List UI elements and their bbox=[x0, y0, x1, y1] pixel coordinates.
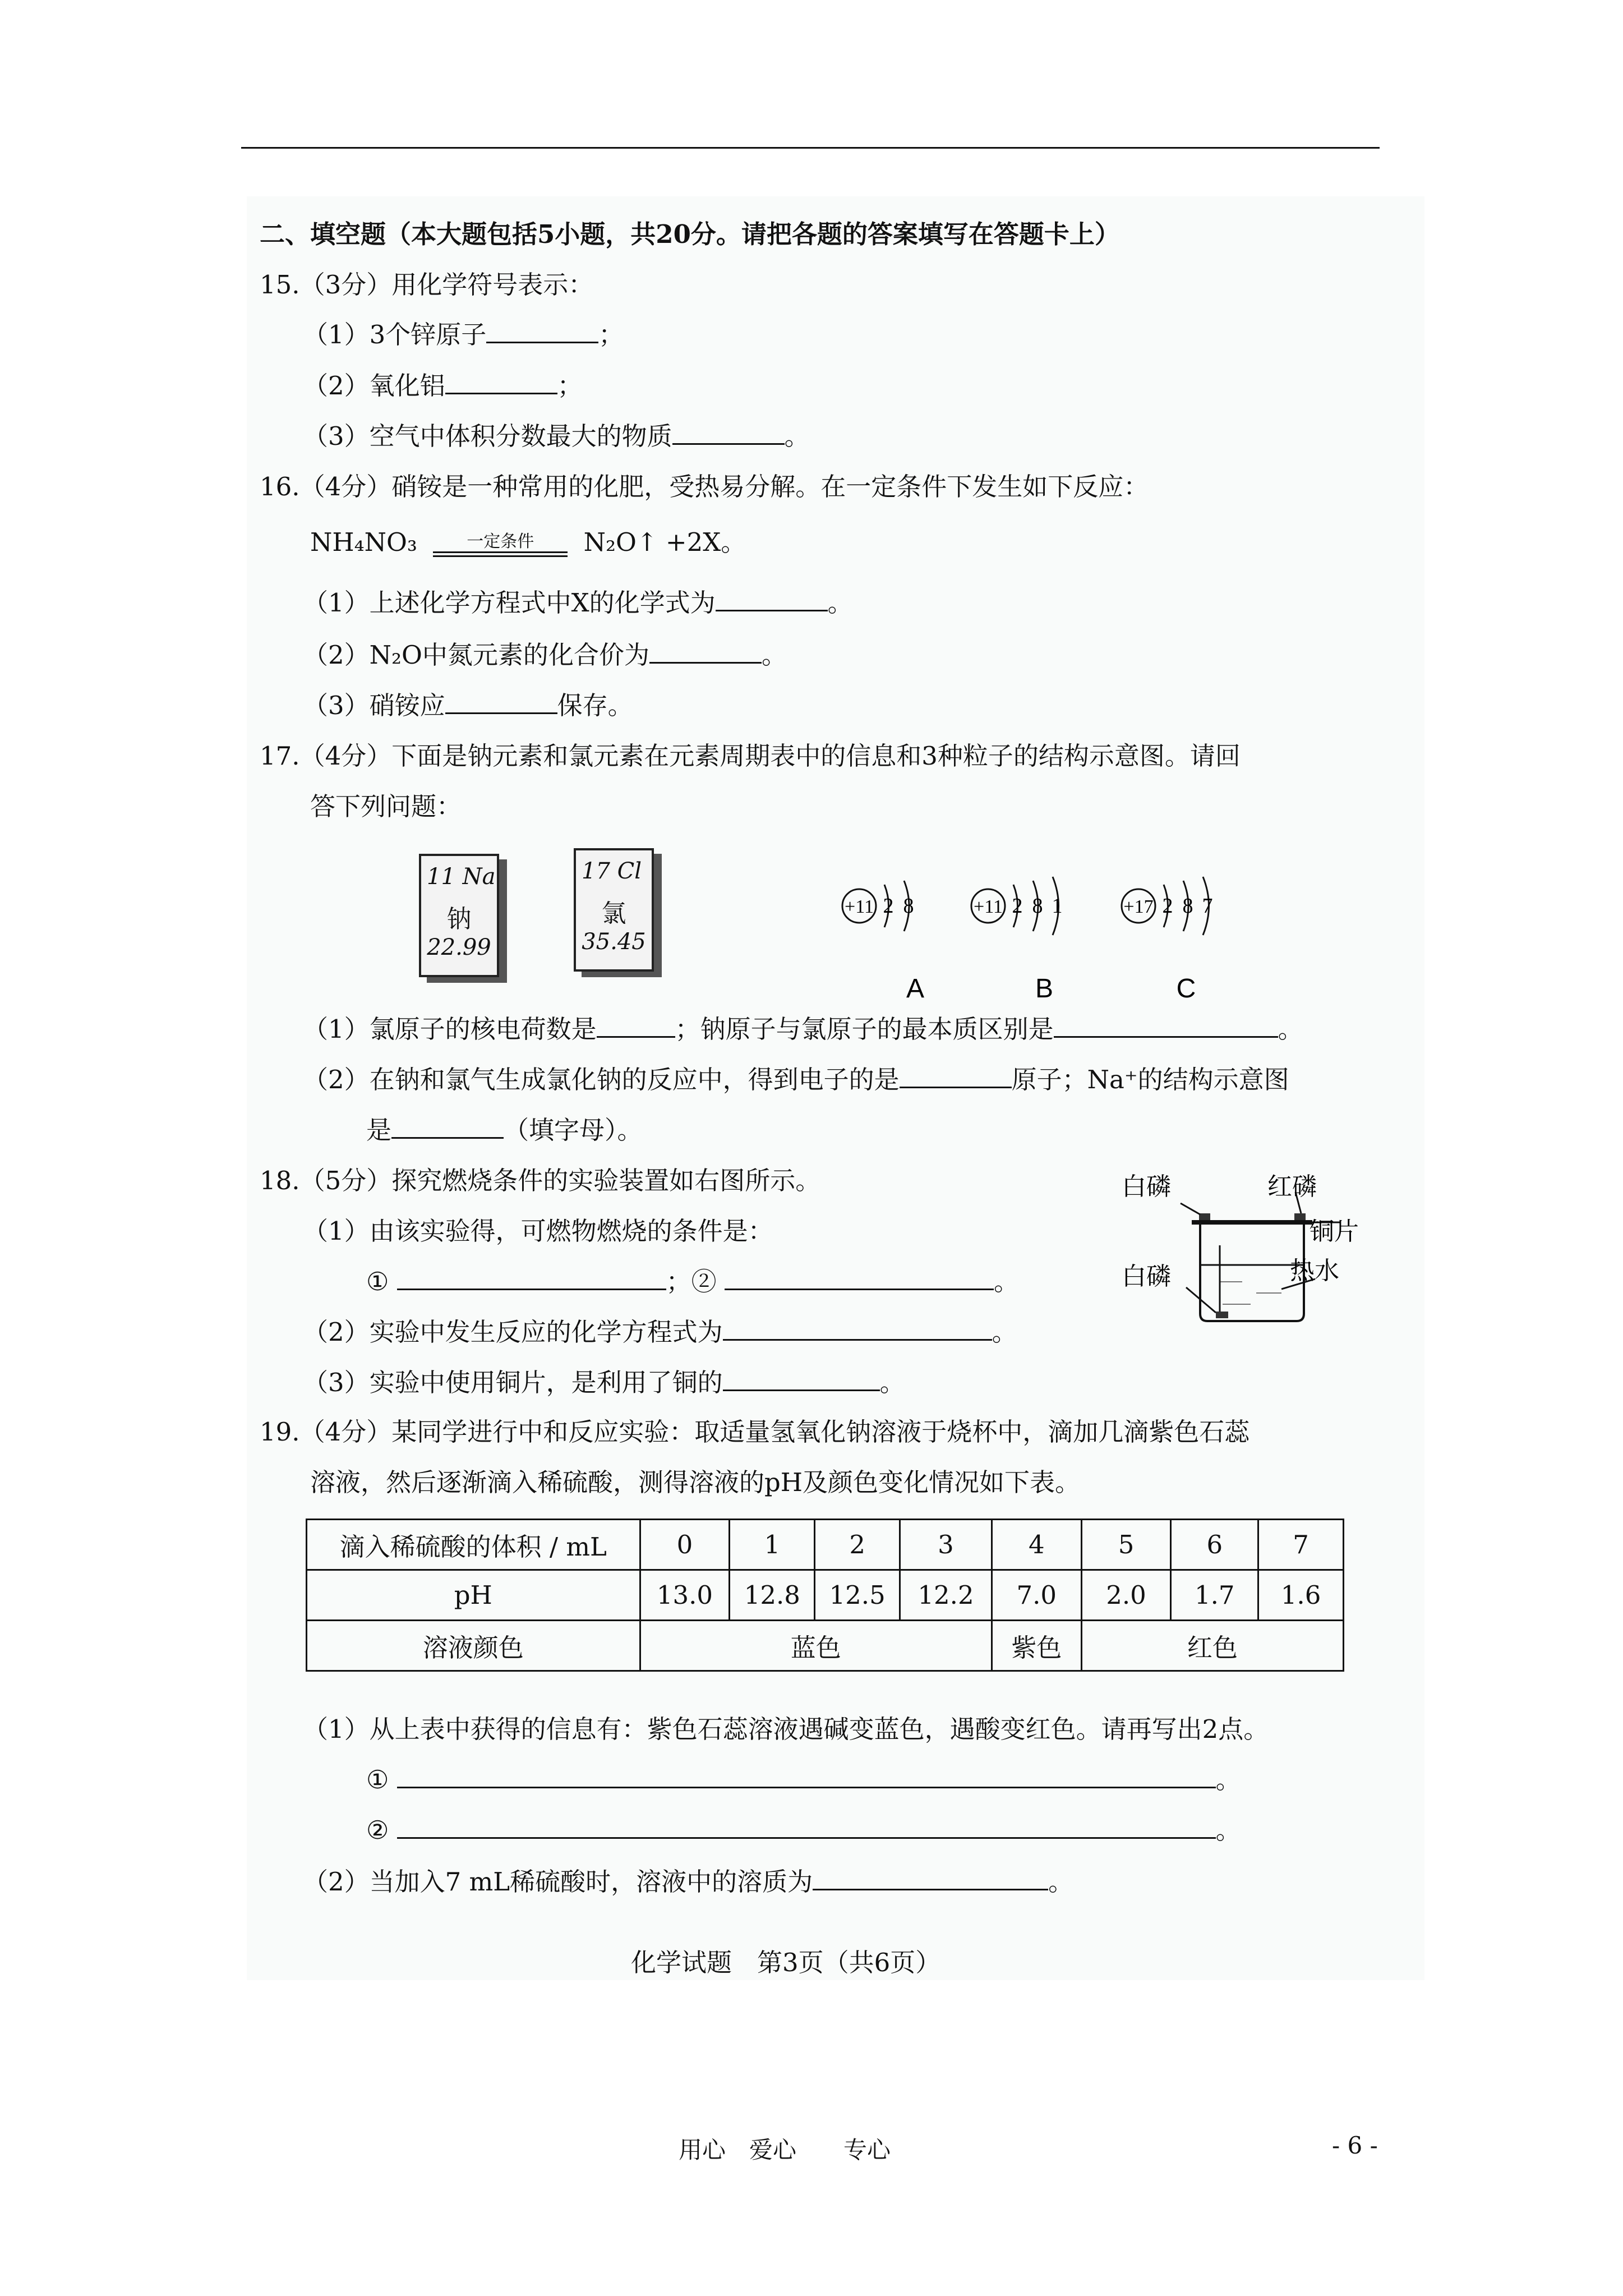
table-header-color: 溶液颜色 bbox=[307, 1621, 640, 1671]
answer-blank[interactable] bbox=[391, 1115, 504, 1139]
diagram-label-c: C bbox=[1176, 974, 1196, 999]
table-cell: 1 bbox=[730, 1520, 815, 1570]
answer-blank[interactable] bbox=[716, 587, 828, 611]
svg-text:2: 2 bbox=[883, 894, 894, 918]
atom-diagram-c bbox=[1122, 877, 1213, 999]
table-row-ph bbox=[307, 1570, 1344, 1621]
red-phosphorus bbox=[1294, 1213, 1306, 1220]
table-cell: 12.8 bbox=[730, 1570, 815, 1621]
q16-part1: （1）上述化学方程式中X的化学式为 。 bbox=[303, 588, 853, 618]
q18-part1: （1）由该实验得，可燃物燃烧的条件是： bbox=[303, 1216, 773, 1246]
ph-data-table bbox=[306, 1519, 1344, 1672]
table-header-ph: pH bbox=[307, 1570, 640, 1621]
svg-text:8: 8 bbox=[903, 894, 914, 918]
beaker bbox=[1200, 1225, 1304, 1321]
svg-text:+11: +11 bbox=[845, 896, 874, 917]
table-cell: 0 bbox=[640, 1520, 730, 1570]
answer-blank[interactable] bbox=[445, 370, 557, 394]
label-white-phosphorus-bottom: 白磷 bbox=[1122, 1263, 1171, 1290]
atom-diagram-b bbox=[971, 877, 1063, 999]
q17-stem-line2: 答下列问题： bbox=[310, 792, 462, 821]
answer-blank[interactable] bbox=[725, 1266, 994, 1290]
white-phosphorus-bottom bbox=[1216, 1312, 1228, 1318]
table-cell: 12.5 bbox=[815, 1570, 900, 1621]
q19-part1: （1）从上表中获得的信息有：紫色石蕊溶液遇碱变蓝色，遇酸变红色。请再写出2点。 bbox=[303, 1714, 1269, 1744]
q17-part2-cont: 是 （填字母）。 bbox=[366, 1115, 643, 1145]
white-phosphorus-top bbox=[1199, 1213, 1210, 1220]
table-cell-purple: 紫色 bbox=[992, 1621, 1081, 1671]
q18-part1-blanks: ① ；② 。 bbox=[366, 1267, 1019, 1296]
q15-stem: 15.（3分）用化学符号表示： bbox=[260, 270, 594, 300]
table-cell: 7 bbox=[1258, 1520, 1344, 1570]
table-cell: 13.0 bbox=[640, 1570, 730, 1621]
q19-stem-line2: 溶液，然后逐渐滴入稀硫酸，测得溶液的pH及颜色变化情况如下表。 bbox=[310, 1467, 1081, 1497]
table-cell: 2 bbox=[815, 1520, 900, 1570]
table-cell: 3 bbox=[900, 1520, 992, 1570]
answer-blank[interactable] bbox=[900, 1064, 1012, 1088]
atom-diagram-a bbox=[842, 881, 924, 999]
table-cell: 1.7 bbox=[1171, 1570, 1258, 1621]
table-cell: 2.0 bbox=[1081, 1570, 1171, 1621]
svg-text:8: 8 bbox=[1182, 894, 1193, 918]
label-white-phosphorus-top: 白磷 bbox=[1122, 1173, 1171, 1200]
table-cell: 12.2 bbox=[900, 1570, 992, 1621]
atomic-structure-diagrams bbox=[819, 841, 1279, 999]
table-cell-red: 红色 bbox=[1081, 1621, 1343, 1671]
equation-products: N₂O↑ +2X。 bbox=[583, 527, 746, 557]
answer-blank[interactable] bbox=[445, 690, 557, 714]
answer-blank[interactable] bbox=[813, 1866, 1048, 1890]
q17-part1: （1）氯原子的核电荷数是 ；钠原子与氯原子的最本质区别是 。 bbox=[303, 1014, 1303, 1044]
answer-blank[interactable] bbox=[597, 1014, 675, 1038]
q18-stem: 18.（5分）探究燃烧条件的实验装置如右图所示。 bbox=[260, 1166, 821, 1195]
section-title: 二、填空题（本大题包括5小题，共20分。请把各题的答案填写在答题卡上） bbox=[260, 219, 1120, 249]
page-footer: 化学试题 第3页（共6页） bbox=[631, 1948, 941, 1977]
label-hot-water: 热水 bbox=[1290, 1257, 1339, 1285]
q18-part2: （2）实验中发生反应的化学方程式为 。 bbox=[303, 1317, 1017, 1347]
q19-stem-line1: 19.（4分）某同学进行中和反应实验：取适量氢氧化钠溶液于烧杯中，滴加几滴紫色石蕊 bbox=[260, 1417, 1250, 1447]
q16-part3: （3）硝铵应 保存。 bbox=[303, 691, 633, 720]
svg-text:1: 1 bbox=[1052, 894, 1063, 918]
answer-blank[interactable] bbox=[486, 319, 598, 343]
copper-plate bbox=[1192, 1220, 1312, 1225]
diagram-label-b: B bbox=[1035, 974, 1054, 999]
answer-blank[interactable] bbox=[649, 639, 762, 664]
q19-part2: （2）当加入7 mL稀硫酸时，溶液中的溶质为 。 bbox=[303, 1867, 1074, 1897]
combustion-apparatus-diagram bbox=[1122, 1167, 1380, 1335]
q19-point1: ① 。 bbox=[366, 1765, 1241, 1795]
q15-part3: （3）空气中体积分数最大的物质 。 bbox=[303, 421, 810, 451]
bottom-footer: 用心 爱心 专心 bbox=[679, 2136, 891, 2164]
answer-blank[interactable] bbox=[397, 1764, 1216, 1788]
table-cell: 5 bbox=[1081, 1520, 1171, 1570]
page-number: - 6 - bbox=[1332, 2132, 1378, 2159]
q16-stem: 16.（4分）硝铵是一种常用的化肥，受热易分解。在一定条件下发生如下反应： bbox=[260, 472, 1149, 501]
table-cell: 1.6 bbox=[1258, 1570, 1344, 1621]
answer-blank[interactable] bbox=[672, 421, 785, 445]
equation-condition: 一定条件 bbox=[433, 532, 568, 557]
element-card-chlorine: 17 Cl 氯 35.45 bbox=[574, 848, 654, 972]
label-copper-plate: 铜片 bbox=[1310, 1218, 1359, 1245]
table-header-volume: 滴入稀硫酸的体积 / mL bbox=[307, 1520, 640, 1570]
table-row-volume bbox=[307, 1520, 1344, 1570]
answer-blank[interactable] bbox=[723, 1367, 880, 1391]
q19-point2: ② 。 bbox=[366, 1815, 1241, 1845]
svg-text:+17: +17 bbox=[1123, 896, 1154, 917]
svg-text:+11: +11 bbox=[974, 896, 1003, 917]
chemical-equation bbox=[310, 522, 746, 558]
answer-blank[interactable] bbox=[397, 1815, 1216, 1839]
q18-part3: （3）实验中使用铜片，是利用了铜的 。 bbox=[303, 1368, 905, 1397]
table-cell: 4 bbox=[992, 1520, 1081, 1570]
element-card-sodium: 11 Na 钠 22.99 bbox=[419, 854, 499, 977]
q15-part1: （1）3个锌原子 ； bbox=[303, 320, 624, 349]
equation-reactant: NH₄NO₃ bbox=[310, 527, 417, 557]
diagram-label-a: A bbox=[906, 974, 925, 999]
svg-text:2: 2 bbox=[1162, 894, 1173, 918]
q16-part2: （2）N₂O中氮元素的化合价为 。 bbox=[303, 640, 787, 670]
label-red-phosphorus: 红磷 bbox=[1267, 1173, 1317, 1200]
svg-text:7: 7 bbox=[1202, 894, 1213, 918]
q17-part2: （2）在钠和氯气生成氯化钠的反应中，得到电子的是 原子；Na⁺的结构示意图 bbox=[303, 1065, 1289, 1094]
answer-blank[interactable] bbox=[723, 1317, 992, 1341]
table-row-color bbox=[307, 1621, 1344, 1671]
table-cell: 6 bbox=[1171, 1520, 1258, 1570]
answer-blank[interactable] bbox=[1054, 1014, 1278, 1038]
header-rule bbox=[241, 147, 1380, 149]
svg-text:8: 8 bbox=[1032, 894, 1043, 918]
table-cell-blue: 蓝色 bbox=[640, 1621, 992, 1671]
svg-text:2: 2 bbox=[1012, 894, 1023, 918]
q15-part2: （2）氧化铝 ； bbox=[303, 371, 583, 401]
q17-stem-line1: 17.（4分）下面是钠元素和氯元素在元素周期表中的信息和3种粒子的结构示意图。请回 bbox=[260, 741, 1241, 771]
answer-blank[interactable] bbox=[397, 1266, 666, 1290]
table-cell: 7.0 bbox=[992, 1570, 1081, 1621]
